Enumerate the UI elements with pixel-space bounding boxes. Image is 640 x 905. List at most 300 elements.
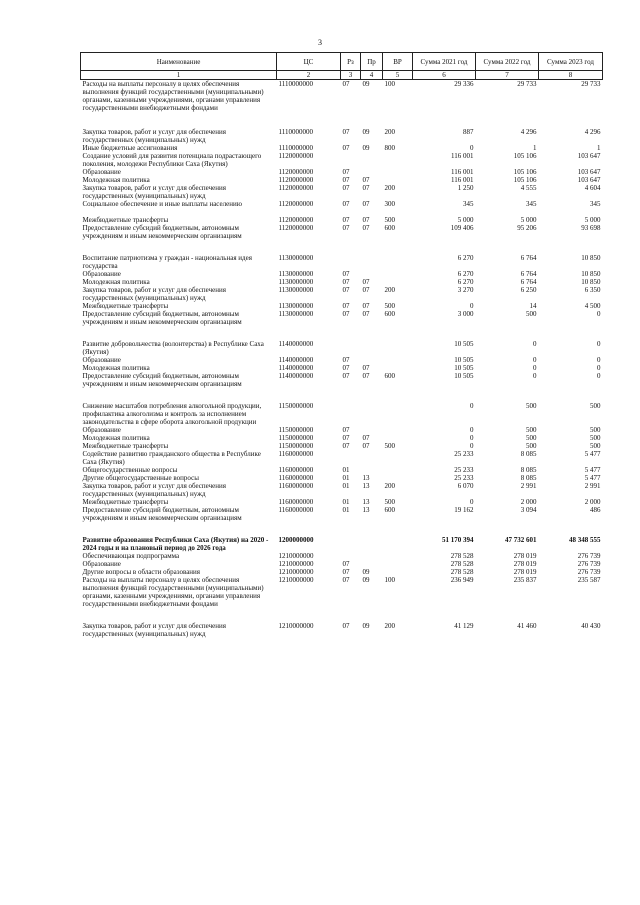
cell-vr <box>383 176 413 184</box>
cell-pr: 07 <box>362 278 370 286</box>
cell-vr <box>383 426 413 434</box>
cell-pr <box>361 402 383 426</box>
cell-name: Другие вопросы в области образования <box>82 568 201 576</box>
cell-sum-2023: 4 296 <box>584 128 601 136</box>
cell-vr: 600 <box>384 372 395 380</box>
cell-vr: 600 <box>384 506 395 514</box>
cell-sum-2023: 276 739 <box>577 552 601 560</box>
cell-vr: 200 <box>384 622 395 630</box>
table-row <box>81 498 603 506</box>
header-rz: Рз <box>341 53 361 71</box>
cell-pr: 07 <box>362 434 370 442</box>
cell-sum-2022: 278 019 <box>513 568 537 576</box>
cell-sum-2021: 29 336 <box>454 80 474 88</box>
cell-vr: 500 <box>384 442 395 450</box>
cell-sum-2021: 41 129 <box>454 622 474 630</box>
cell-name: Иные бюджетные ассигнования <box>82 144 178 152</box>
cell-pr: 13 <box>362 482 370 490</box>
cell-rz: 07 <box>342 426 350 434</box>
header-number: 5 <box>383 71 413 80</box>
cell-pr: 07 <box>362 302 370 310</box>
table-row <box>81 184 603 200</box>
cell-cs: 1150000000 <box>278 442 314 450</box>
cell-vr: 600 <box>384 224 395 232</box>
cell-sum-2021: 116 001 <box>451 152 474 160</box>
cell-sum-2022: 278 019 <box>513 560 537 568</box>
cell-rz: 07 <box>342 184 350 192</box>
cell-rz: 07 <box>342 622 350 630</box>
cell-sum-2023: 0 <box>597 340 601 348</box>
cell-vr: 500 <box>384 302 395 310</box>
cell-sum-2022: 41 460 <box>517 622 537 630</box>
cell-sum-2023: 276 739 <box>577 568 601 576</box>
cell-pr <box>361 254 383 270</box>
cell-sum-2021: 345 <box>463 200 474 208</box>
cell-rz: 07 <box>342 356 350 364</box>
cell-cs: 1120000000 <box>278 168 314 176</box>
cell-vr <box>383 450 413 466</box>
table-row <box>81 254 603 270</box>
cell-cs: 1210000000 <box>278 568 314 576</box>
table-row <box>81 622 603 638</box>
cell-vr: 800 <box>384 144 395 152</box>
cell-rz: 07 <box>342 80 350 88</box>
cell-sum-2021: 10 505 <box>454 356 474 364</box>
cell-pr: 07 <box>362 310 370 318</box>
cell-sum-2021: 0 <box>470 434 474 442</box>
cell-name: Межбюджетные трансферты <box>82 442 169 450</box>
cell-vr <box>383 270 413 278</box>
cell-cs: 1160000000 <box>278 498 314 506</box>
cell-sum-2022: 8 085 <box>520 466 537 474</box>
cell-rz: 07 <box>342 302 350 310</box>
cell-cs: 1140000000 <box>278 340 314 348</box>
cell-pr: 07 <box>362 372 370 380</box>
cell-cs: 1210000000 <box>278 622 314 630</box>
cell-name: Молодежная политика <box>82 434 150 442</box>
table-row <box>81 426 603 434</box>
cell-name: Обеспечивающая подпрограмма <box>82 552 180 560</box>
cell-pr: 07 <box>362 286 370 294</box>
cell-sum-2023: 5 000 <box>584 216 601 224</box>
cell-vr: 500 <box>384 216 395 224</box>
cell-cs: 1210000000 <box>278 560 314 568</box>
header-sum-2022: Сумма 2022 год <box>476 53 539 71</box>
cell-rz: 07 <box>342 576 350 584</box>
table-row <box>81 144 603 152</box>
cell-name: Закупка товаров, работ и услуг для обеспечения государственных (муниципальных) нужд <box>82 482 226 498</box>
table-row <box>81 364 603 372</box>
cell-pr: 09 <box>362 576 370 584</box>
table-row <box>81 568 603 576</box>
cell-sum-2021: 10 505 <box>454 364 474 372</box>
cell-sum-2022: 235 837 <box>513 576 537 584</box>
cell-sum-2023: 5 477 <box>584 466 601 474</box>
table-row <box>81 466 603 474</box>
cell-pr: 09 <box>362 144 370 152</box>
cell-sum-2021: 25 233 <box>454 474 474 482</box>
cell-vr <box>383 168 413 176</box>
table-row <box>81 442 603 450</box>
table-row <box>81 434 603 442</box>
cell-vr <box>383 364 413 372</box>
cell-name: Образование <box>82 168 121 176</box>
cell-sum-2023: 40 430 <box>581 622 601 630</box>
cell-cs: 1200000000 <box>278 536 314 544</box>
cell-sum-2022: 2 991 <box>520 482 537 490</box>
cell-vr <box>383 278 413 286</box>
cell-sum-2023: 500 <box>590 426 601 434</box>
cell-pr <box>361 552 383 560</box>
cell-sum-2022: 14 <box>529 302 537 310</box>
cell-vr <box>383 552 413 560</box>
cell-sum-2023: 29 733 <box>581 80 601 88</box>
cell-name: Межбюджетные трансферты <box>82 302 169 310</box>
cell-cs: 1120000000 <box>278 184 314 192</box>
cell-cs: 1120000000 <box>278 152 314 160</box>
cell-name: Социальное обеспечение и иные выплаты населению <box>82 200 242 208</box>
table-row <box>81 474 603 482</box>
cell-cs: 1130000000 <box>278 270 314 278</box>
cell-rz: 01 <box>342 506 350 514</box>
cell-sum-2021: 887 <box>463 128 474 136</box>
cell-sum-2023: 103 647 <box>577 152 601 160</box>
header-number: 3 <box>341 71 361 80</box>
cell-sum-2023: 276 739 <box>577 560 601 568</box>
table-row <box>81 176 603 184</box>
cell-name: Предоставление субсидий бюджетным, автономным учреждениям и иным некоммерческим организациям <box>82 310 242 326</box>
cell-sum-2021: 6 270 <box>457 254 474 262</box>
cell-sum-2023: 0 <box>597 356 601 364</box>
cell-sum-2023: 500 <box>590 402 601 410</box>
cell-sum-2023: 1 <box>597 144 601 152</box>
cell-sum-2023: 500 <box>590 434 601 442</box>
cell-sum-2022: 0 <box>533 356 537 364</box>
cell-pr <box>361 356 383 364</box>
cell-vr: 600 <box>384 310 395 318</box>
cell-rz: 07 <box>342 128 350 136</box>
cell-name: Закупка товаров, работ и услуг для обеспечения государственных (муниципальных) нужд <box>82 286 226 302</box>
cell-sum-2023: 2 000 <box>584 498 601 506</box>
cell-pr: 07 <box>362 184 370 192</box>
cell-cs: 1140000000 <box>278 372 314 380</box>
cell-name: Закупка товаров, работ и услуг для обеспечения государственных (муниципальных) нужд <box>82 184 226 200</box>
table-row <box>81 224 603 254</box>
cell-sum-2022: 278 019 <box>513 552 537 560</box>
cell-rz: 07 <box>342 176 350 184</box>
cell-pr: 13 <box>362 506 370 514</box>
cell-name: Предоставление субсидий бюджетным, автономным учреждениям и иным некоммерческим организациям <box>82 372 242 388</box>
cell-cs: 1120000000 <box>278 216 314 224</box>
header-number: 4 <box>361 71 383 80</box>
cell-pr: 09 <box>362 80 370 88</box>
cell-pr: 09 <box>362 622 370 630</box>
cell-sum-2023: 500 <box>590 442 601 450</box>
table-row <box>81 372 603 402</box>
cell-sum-2022: 500 <box>526 402 537 410</box>
cell-rz: 07 <box>342 286 350 294</box>
cell-vr: 300 <box>384 200 395 208</box>
cell-sum-2022: 3 094 <box>520 506 537 514</box>
cell-pr <box>361 168 383 176</box>
cell-sum-2022: 345 <box>526 200 537 208</box>
cell-cs: 1150000000 <box>278 426 314 434</box>
cell-name: Образование <box>82 270 121 278</box>
header-vr: ВР <box>383 53 413 71</box>
header-sum-2023: Сумма 2023 год <box>539 53 603 71</box>
cell-rz: 07 <box>342 442 350 450</box>
cell-vr: 100 <box>384 576 395 584</box>
table-row <box>81 80 603 129</box>
cell-name: Содействие развитию гражданского общества в Республике Саха (Якутия) <box>82 450 261 466</box>
table-row <box>81 278 603 286</box>
cell-vr <box>383 340 413 356</box>
cell-sum-2022: 2 000 <box>520 498 537 506</box>
table-row <box>81 168 603 176</box>
cell-pr: 13 <box>362 498 370 506</box>
cell-sum-2021: 116 001 <box>451 176 474 184</box>
cell-rz: 01 <box>342 498 350 506</box>
cell-sum-2021: 51 170 394 <box>442 536 474 544</box>
cell-cs: 1210000000 <box>278 552 314 560</box>
cell-cs: 1210000000 <box>278 576 314 584</box>
cell-sum-2022: 500 <box>526 426 537 434</box>
cell-cs: 1120000000 <box>278 176 314 184</box>
cell-rz: 07 <box>342 278 350 286</box>
cell-sum-2021: 0 <box>470 426 474 434</box>
cell-sum-2021: 6 070 <box>457 482 474 490</box>
cell-sum-2021: 109 406 <box>450 224 474 232</box>
cell-name: Предоставление субсидий бюджетным, автономным учреждениям и иным некоммерческим организациям <box>82 506 242 522</box>
cell-pr: 07 <box>362 224 370 232</box>
cell-pr <box>361 270 383 278</box>
table-row <box>81 128 603 144</box>
cell-sum-2022: 0 <box>533 364 537 372</box>
cell-sum-2021: 116 001 <box>451 168 474 176</box>
cell-name: Межбюджетные трансферты <box>82 498 169 506</box>
table-row <box>81 310 603 340</box>
cell-cs: 1130000000 <box>278 302 314 310</box>
cell-cs: 1160000000 <box>278 450 314 458</box>
header-number: 7 <box>476 71 539 80</box>
cell-name: Снижение масштабов потребления алкогольной продукции, профилактика алкоголизма и контроль за исполнением законодательства в сфере оборота алкогольной продукции <box>82 402 262 426</box>
cell-name: Молодежная политика <box>82 278 150 286</box>
cell-sum-2021: 3 000 <box>457 310 474 318</box>
cell-sum-2021: 10 505 <box>454 372 474 380</box>
cell-sum-2023: 5 477 <box>584 450 601 458</box>
cell-name: Расходы на выплаты персоналу в целях обеспечения выполнения функций государственными (муниципальными) органами, казенными учреждениями, органами управления государственными внебюджетными фондами <box>82 80 264 112</box>
table-row <box>81 152 603 168</box>
header-number: 8 <box>539 71 603 80</box>
cell-cs: 1130000000 <box>278 286 314 294</box>
cell-name: Расходы на выплаты персоналу в целях обеспечения выполнения функций государственными (муниципальными) органами, казенными учреждениями, органами управления государственными внебюджетными фондами <box>82 576 264 608</box>
cell-cs: 1110000000 <box>278 144 313 152</box>
cell-sum-2021: 6 270 <box>457 278 474 286</box>
cell-pr: 09 <box>362 128 370 136</box>
cell-sum-2022: 47 732 601 <box>505 536 537 544</box>
cell-cs: 1150000000 <box>278 402 314 410</box>
table-row <box>81 576 603 622</box>
cell-rz: 07 <box>342 560 350 568</box>
cell-sum-2023: 0 <box>597 310 601 318</box>
cell-rz: 01 <box>342 474 350 482</box>
cell-sum-2021: 25 233 <box>454 466 474 474</box>
cell-rz <box>341 552 361 560</box>
cell-vr: 200 <box>384 482 395 490</box>
cell-vr <box>383 568 413 576</box>
cell-rz: 07 <box>342 568 350 576</box>
cell-sum-2023: 6 350 <box>584 286 601 294</box>
cell-pr: 13 <box>362 474 370 482</box>
cell-sum-2022: 1 <box>533 144 537 152</box>
cell-vr: 100 <box>384 80 395 88</box>
cell-name: Развитие образования Республики Саха (Якутия) на 2020 - 2024 годы и на плановый период до 2026 года <box>82 536 269 552</box>
cell-cs: 1120000000 <box>278 200 314 208</box>
header-cs: ЦС <box>277 53 341 71</box>
cell-pr <box>361 560 383 568</box>
cell-sum-2021: 5 000 <box>457 216 474 224</box>
table-row <box>81 302 603 310</box>
cell-rz <box>341 152 361 168</box>
cell-rz: 07 <box>342 364 350 372</box>
cell-sum-2021: 3 270 <box>457 286 474 294</box>
cell-sum-2023: 103 647 <box>577 176 601 184</box>
cell-rz: 07 <box>342 372 350 380</box>
cell-sum-2023: 4 604 <box>584 184 601 192</box>
cell-cs: 1160000000 <box>278 474 314 482</box>
cell-sum-2021: 25 233 <box>454 450 474 458</box>
cell-name: Развитие добровольчества (волонтерства) в Республике Саха (Якутия) <box>82 340 264 356</box>
cell-sum-2021: 19 162 <box>454 506 474 514</box>
cell-vr: 200 <box>384 128 395 136</box>
cell-pr <box>361 340 383 356</box>
cell-pr: 07 <box>362 216 370 224</box>
cell-pr <box>361 450 383 466</box>
header-number: 1 <box>81 71 277 80</box>
cell-rz: 07 <box>342 224 350 232</box>
cell-name: Создание условий для развития потенциала подрастающего поколения, молодежи Республики Саха (Якутия) <box>82 152 262 168</box>
cell-sum-2021: 0 <box>470 144 474 152</box>
cell-sum-2023: 4 500 <box>584 302 601 310</box>
cell-name: Образование <box>82 356 121 364</box>
cell-sum-2021: 0 <box>470 442 474 450</box>
table-row <box>81 536 603 552</box>
cell-sum-2023: 5 477 <box>584 474 601 482</box>
cell-pr <box>361 536 383 552</box>
cell-sum-2023: 2 991 <box>584 482 601 490</box>
cell-name: Образование <box>82 560 121 568</box>
cell-sum-2022: 105 106 <box>513 176 537 184</box>
cell-pr: 07 <box>362 200 370 208</box>
cell-name: Другие общегосударственные вопросы <box>82 474 199 482</box>
table-row <box>81 356 603 364</box>
cell-pr <box>361 426 383 434</box>
cell-sum-2021: 0 <box>470 302 474 310</box>
cell-rz <box>341 340 361 356</box>
page-number: 3 <box>318 38 322 47</box>
cell-sum-2022: 8 085 <box>520 474 537 482</box>
cell-name: Общегосударственные вопросы <box>82 466 178 474</box>
cell-cs: 1140000000 <box>278 356 314 364</box>
cell-vr: 500 <box>384 498 395 506</box>
header-name: Наименование <box>81 53 277 71</box>
cell-rz <box>341 536 361 552</box>
table-row <box>81 340 603 356</box>
cell-sum-2023: 0 <box>597 372 601 380</box>
cell-sum-2023: 48 348 555 <box>569 536 601 544</box>
cell-sum-2021: 0 <box>470 498 474 506</box>
cell-cs: 1130000000 <box>278 310 314 318</box>
cell-cs: 1160000000 <box>278 482 314 490</box>
cell-sum-2021: 10 505 <box>454 340 474 348</box>
cell-cs: 1160000000 <box>278 506 314 514</box>
cell-sum-2021: 0 <box>470 402 474 410</box>
cell-name: Молодежная политика <box>82 176 150 184</box>
cell-cs: 1140000000 <box>278 364 314 372</box>
cell-sum-2022: 500 <box>526 310 537 318</box>
budget-table <box>80 52 603 638</box>
cell-sum-2021: 278 528 <box>450 568 474 576</box>
cell-pr <box>361 152 383 168</box>
cell-sum-2022: 29 733 <box>517 80 537 88</box>
cell-sum-2023: 345 <box>590 200 601 208</box>
cell-pr: 07 <box>362 442 370 450</box>
cell-sum-2022: 500 <box>526 442 537 450</box>
cell-sum-2022: 0 <box>533 340 537 348</box>
cell-rz: 07 <box>342 168 350 176</box>
cell-pr: 09 <box>362 568 370 576</box>
table-row <box>81 506 603 536</box>
cell-name: Закупка товаров, работ и услуг для обеспечения государственных (муниципальных) нужд <box>82 128 226 144</box>
cell-sum-2022: 6 764 <box>520 278 537 286</box>
cell-sum-2021: 236 949 <box>450 576 474 584</box>
cell-vr: 200 <box>384 286 395 294</box>
cell-pr: 07 <box>362 364 370 372</box>
cell-name: Межбюджетные трансферты <box>82 216 169 224</box>
cell-rz: 07 <box>342 200 350 208</box>
cell-name: Закупка товаров, работ и услуг для обеспечения государственных (муниципальных) нужд <box>82 622 226 638</box>
table-row <box>81 560 603 568</box>
table-row <box>81 402 603 426</box>
cell-pr: 07 <box>362 176 370 184</box>
cell-sum-2022: 95 206 <box>517 224 537 232</box>
cell-rz <box>341 450 361 466</box>
cell-sum-2022: 105 106 <box>513 168 537 176</box>
cell-vr: 200 <box>384 184 395 192</box>
cell-rz: 07 <box>342 310 350 318</box>
cell-vr <box>383 402 413 426</box>
cell-name: Молодежная политика <box>82 364 150 372</box>
cell-sum-2023: 10 850 <box>581 270 601 278</box>
cell-sum-2023: 0 <box>597 364 601 372</box>
cell-cs: 1110000000 <box>278 128 313 136</box>
cell-rz <box>341 402 361 426</box>
cell-rz: 01 <box>342 466 350 474</box>
cell-sum-2022: 0 <box>533 372 537 380</box>
header-sum-2021: Сумма 2021 год <box>413 53 476 71</box>
cell-sum-2021: 1 250 <box>457 184 474 192</box>
cell-vr <box>383 474 413 482</box>
cell-rz: 07 <box>342 270 350 278</box>
cell-cs: 1120000000 <box>278 224 314 232</box>
cell-vr <box>383 356 413 364</box>
cell-name: Образование <box>82 426 121 434</box>
cell-sum-2022: 6 250 <box>520 286 537 294</box>
cell-sum-2022: 6 764 <box>520 254 537 262</box>
cell-rz <box>341 254 361 270</box>
cell-vr <box>383 560 413 568</box>
table-row <box>81 216 603 224</box>
